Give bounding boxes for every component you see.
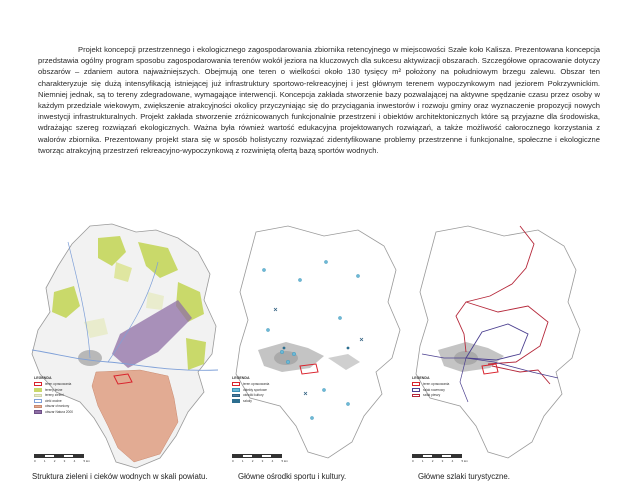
legend-title: LEGENDA	[412, 376, 430, 380]
legend-swatch	[34, 410, 42, 414]
project-description	[38, 44, 600, 156]
legend-label: tereny zieleni	[45, 393, 64, 398]
scale-label: 1	[421, 459, 424, 463]
scale-label: 1	[241, 459, 244, 463]
scale-label: 3	[63, 459, 66, 463]
scale-label: 4	[73, 459, 76, 463]
legend-swatch	[232, 394, 240, 398]
sport-culture-map	[228, 222, 404, 472]
map-legend	[412, 376, 449, 398]
legend-swatch	[34, 388, 42, 392]
map-tourist-trails	[408, 222, 584, 484]
legend-swatch	[412, 382, 420, 386]
legend-item	[412, 393, 449, 399]
legend-swatch	[232, 388, 240, 392]
legend-label: teren opracowania	[243, 382, 270, 386]
legend-title: LEGENDA	[34, 376, 52, 380]
map-green-structure	[28, 222, 224, 484]
scale-bar	[34, 454, 90, 463]
legend-label: tereny leśne	[45, 387, 63, 392]
legend-label: obszar Natura 2000	[45, 409, 73, 414]
legend-swatch	[34, 394, 42, 398]
scale-label: 2	[251, 459, 254, 463]
legend-label: ośrodki kultury	[243, 393, 264, 398]
legend-swatch	[34, 399, 42, 403]
map-caption: Główne ośrodki sportu i kultury.	[238, 472, 347, 481]
scale-label: 5 km	[83, 459, 90, 463]
scale-label: 5 km	[461, 459, 468, 463]
legend-item	[34, 409, 73, 415]
description-paragraph: Projekt koncepcji przestrzennego i ekologicznego zagospodarowania zbiornika retencyjnego w miejscowości Szałe koło Kalisza. Prezentowana koncepcja przedstawia ogólny program sposobu zagospodarowania terenów wokół jeziora na kluczowych dla sukcesu aktywizacji obszarach. Szczegółowe opracowanie dotyczy obszarów – zdaniem autora najważniejszych. Obejmują one teren o wielkości około 130 tysięcy m² położony na południowym brzegu zalewu. Obszar ten charakteryzuje się dużą intensyfikacją istniejącej już infrastruktury sportowo-rekreacyjnej i jest głównym terenem wypoczynkowym nad jeziorem Pokrzywnickim. Niemniej jednak, są to tereny zdegradowane, wymagające interwencji. Koncepcja zakłada stworzenie bazy pozwalającej na aktywne spędzanie czasu przez osoby w każdym przedziale wiekowym, zwiększenie atrakcyjności okolicy przyczyniając się do przyciągania inwestorów i rozwoju gminy oraz wyznaczenie propozycji nowych inwestycji infrastrukturalnych. Projekt zakłada stworzenie zróżnicowanych funkcjonalnie przestrzeni i obiektów architektonicznych które są przyjazne dla środowiska, wdrażając szereg rozwiązań ekologicznych. Ważna była również wartość edukacyjna projektowanych rozwiązań, a także możliwość całorocznego korzystania z walorów zbiornika. Prezentowany projekt stara się w sposób holistyczny rozwiązać zidentyfikowane problemy przestrzenne i funkcjonalne, społeczne i ekologiczne tworząc atrakcyjną przestrzeń rekreacyjno-wypoczynkową z rozwiniętą ofertą bazą sportów wodnych.	[38, 45, 600, 155]
legend-label: szkoły	[243, 398, 252, 403]
scale-label: 3	[261, 459, 264, 463]
legend-label: obszar chroniony	[45, 404, 70, 409]
legend-label: teren opracowania	[423, 382, 450, 386]
map-caption: Struktura zieleni i cieków wodnych w skali powiatu.	[32, 472, 208, 481]
scale-label: 4	[271, 459, 274, 463]
scale-label: 2	[53, 459, 56, 463]
map-caption: Główne szlaki turystyczne.	[418, 472, 510, 481]
map-legend	[34, 376, 73, 415]
scale-label: 1	[43, 459, 46, 463]
legend-label: cieki wodne	[45, 398, 62, 403]
scale-label: 2	[431, 459, 434, 463]
legend-label: teren opracowania	[45, 382, 72, 386]
legend-swatch	[34, 382, 42, 386]
scale-bar	[232, 454, 288, 463]
legend-swatch	[412, 388, 420, 392]
scale-bar	[412, 454, 468, 463]
scale-label: 0	[232, 459, 234, 463]
map-legend	[232, 376, 269, 404]
tourist-trails-map	[408, 222, 584, 472]
legend-label: szlak rowerowy	[423, 387, 445, 392]
scale-label: 3	[441, 459, 444, 463]
legend-label: szlak pieszy	[423, 393, 441, 398]
legend-label: obiekty sportowe	[243, 387, 267, 392]
scale-label: 4	[451, 459, 454, 463]
map-sport-culture	[228, 222, 404, 484]
maps-section	[0, 222, 640, 502]
scale-label: 0	[34, 459, 36, 463]
legend-item	[232, 398, 269, 404]
scale-label: 5 km	[281, 459, 288, 463]
legend-swatch	[232, 399, 240, 403]
legend-swatch	[232, 382, 240, 386]
legend-title: LEGENDA	[232, 376, 250, 380]
green-structure-map	[28, 222, 224, 472]
legend-swatch	[412, 394, 420, 398]
legend-swatch	[34, 405, 42, 409]
scale-label: 0	[412, 459, 414, 463]
